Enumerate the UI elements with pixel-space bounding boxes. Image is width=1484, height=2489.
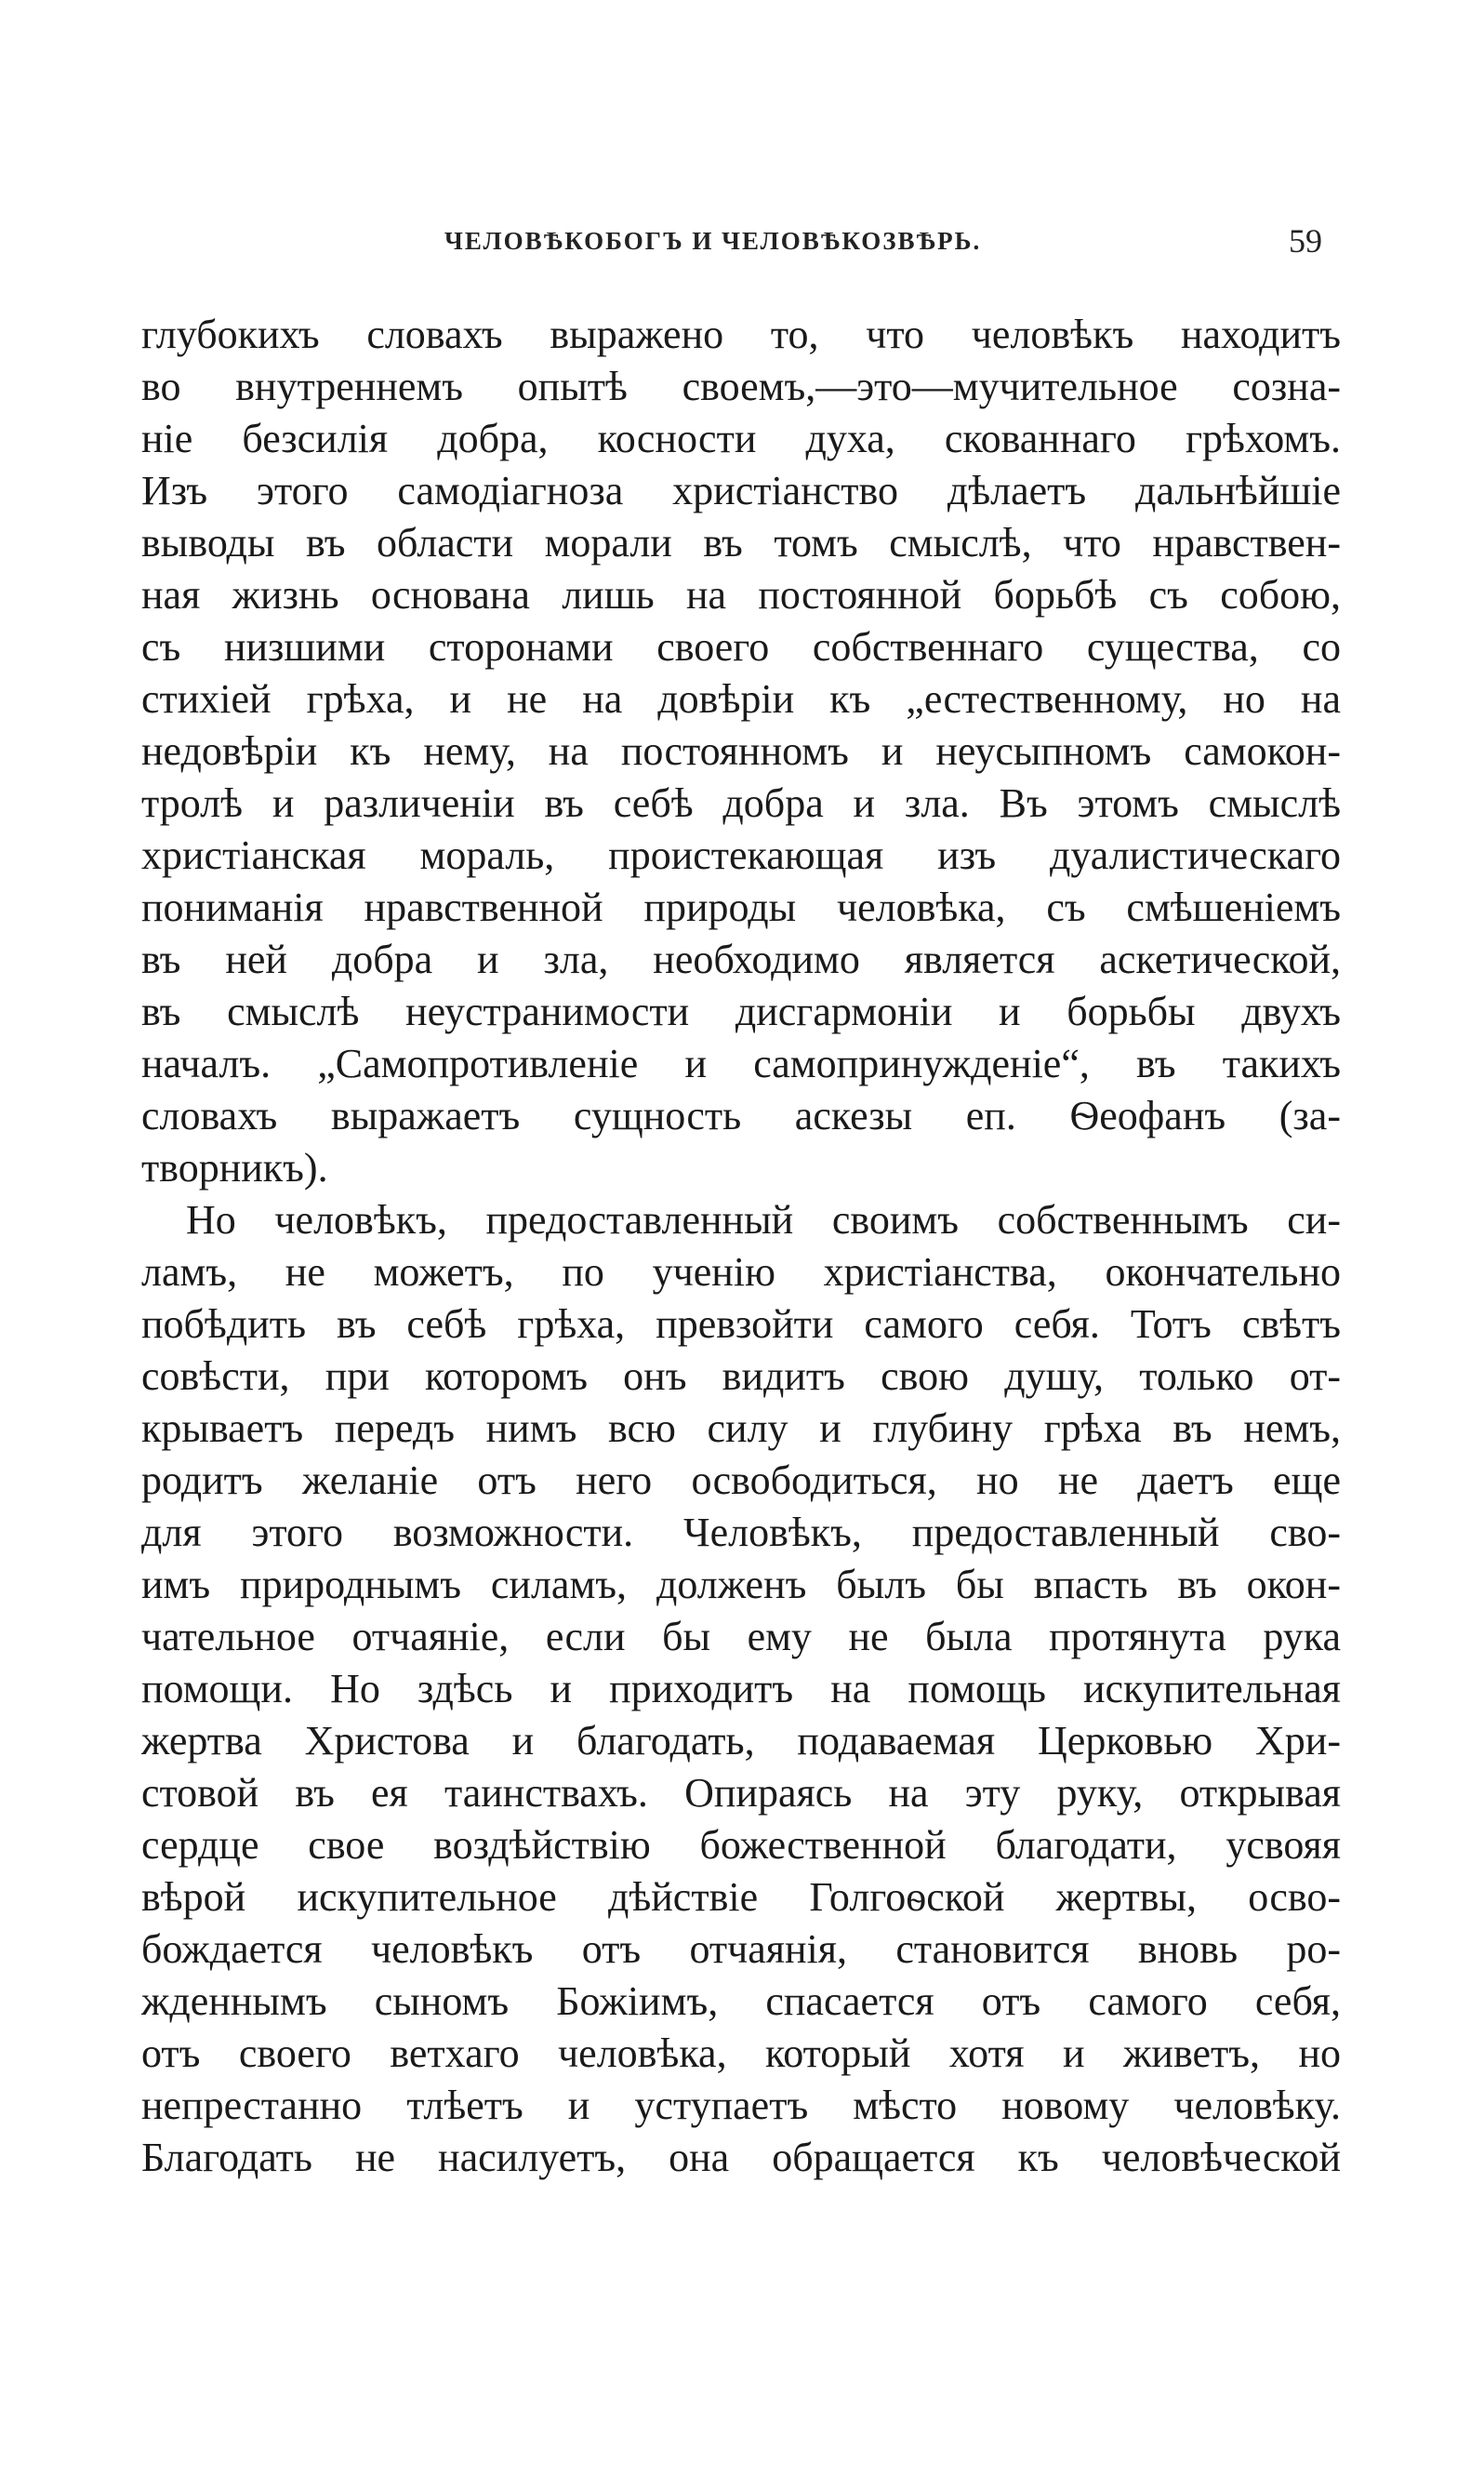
text-line: сердце свое воздѣйствію божественной благодати, усвояя <box>141 1822 1341 1868</box>
text-line: имъ природнымъ силамъ, долженъ былъ бы впасть въ окон- <box>141 1562 1341 1607</box>
text-line: въ ней добра и зла, необходимо является аскетической, <box>141 937 1341 982</box>
text-line: Благодать не насилуетъ, она обращается къ человѣческой <box>141 2135 1341 2180</box>
text-line: жденнымъ сыномъ Божіимъ, спасается отъ самого себя, <box>141 1978 1341 2024</box>
text-line: крываетъ передъ нимъ всю силу и глубину грѣха въ немъ, <box>141 1405 1341 1451</box>
text-line: бождается человѣкъ отъ отчаянія, становится вновь ро- <box>141 1926 1341 1972</box>
text-line: вѣрой искупительное дѣйствіе Голгоѳской жертвы, осво- <box>141 1874 1341 1920</box>
text-line: ламъ, не можетъ, по ученію христіанства, окончательно <box>141 1249 1341 1295</box>
text-line: отъ своего ветхаго человѣка, который хотя и живетъ, но <box>141 2030 1341 2076</box>
text-line: побѣдить въ себѣ грѣха, превзойти самого себя. Тотъ свѣтъ <box>141 1301 1341 1347</box>
text-line: глубокихъ словахъ выражено то, что человѣкъ находитъ <box>141 312 1341 357</box>
text-line: Но человѣкъ, предоставленный своимъ собственнымъ си- <box>186 1197 1341 1243</box>
text-line: родитъ желаніе отъ него освободиться, но не даетъ еще <box>141 1457 1341 1503</box>
text-line: во внутреннемъ опытѣ своемъ,—это—мучительное созна- <box>141 364 1341 409</box>
text-line: стихіей грѣха, и не на довѣріи къ „естественному, но на <box>141 676 1341 722</box>
text-line: въ смыслѣ неустранимости дисгармоніи и борьбы двухъ <box>141 989 1341 1034</box>
text-line: выводы въ области морали въ томъ смыслѣ, что нравствен- <box>141 520 1341 566</box>
text-line: тролѣ и различеніи въ себѣ добра и зла. Въ этомъ смыслѣ <box>141 780 1341 826</box>
text-line: Изъ этого самодіагноза христіанство дѣлаетъ дальнѣйшіе <box>141 468 1341 513</box>
text-line: христіанская мораль, проистекающая изъ дуалистическаго <box>141 832 1341 878</box>
text-line: помощи. Но здѣсь и приходитъ на помощь искупительная <box>141 1666 1341 1711</box>
text-line: совѣсти, при которомъ онъ видитъ свою душу, только от- <box>141 1353 1341 1399</box>
running-title: ЧЕЛОВѢКОБОГЪ И ЧЕЛОВѢКОЗВѢРЬ. <box>444 227 982 255</box>
text-line: жертва Христова и благодать, подаваемая Церковью Хри- <box>141 1718 1341 1764</box>
text-line: пониманія нравственной природы человѣка, съ смѣшеніемъ <box>141 885 1341 930</box>
text-line: стовой въ ея таинствахъ. Опираясь на эту руку, открывая <box>141 1770 1341 1816</box>
text-line: съ низшими сторонами своего собственнаго существа, со <box>141 624 1341 670</box>
text-line: непрестанно тлѣетъ и уступаетъ мѣсто новому человѣку. <box>141 2083 1341 2128</box>
text-line: словахъ выражаетъ сущность аскезы еп. Ѳеофанъ (за- <box>141 1093 1341 1138</box>
text-line: ная жизнь основана лишь на постоянной борьбѣ съ собою, <box>141 572 1341 618</box>
text-line: для этого возможности. Человѣкъ, предоставленный сво- <box>141 1510 1341 1555</box>
page-number: 59 <box>1289 222 1322 260</box>
text-line: ніе безсилія добра, косности духа, скованнаго грѣхомъ. <box>141 416 1341 461</box>
text-line: началъ. „Самопротивленіе и самопринужденіе“, въ такихъ <box>141 1041 1341 1086</box>
text-line: чательное отчаяніе, если бы ему не была протянута рука <box>141 1614 1341 1659</box>
text-line: недовѣріи къ нему, на постоянномъ и неусыпномъ самокон- <box>141 728 1341 774</box>
text-line: творникъ). <box>141 1145 328 1191</box>
